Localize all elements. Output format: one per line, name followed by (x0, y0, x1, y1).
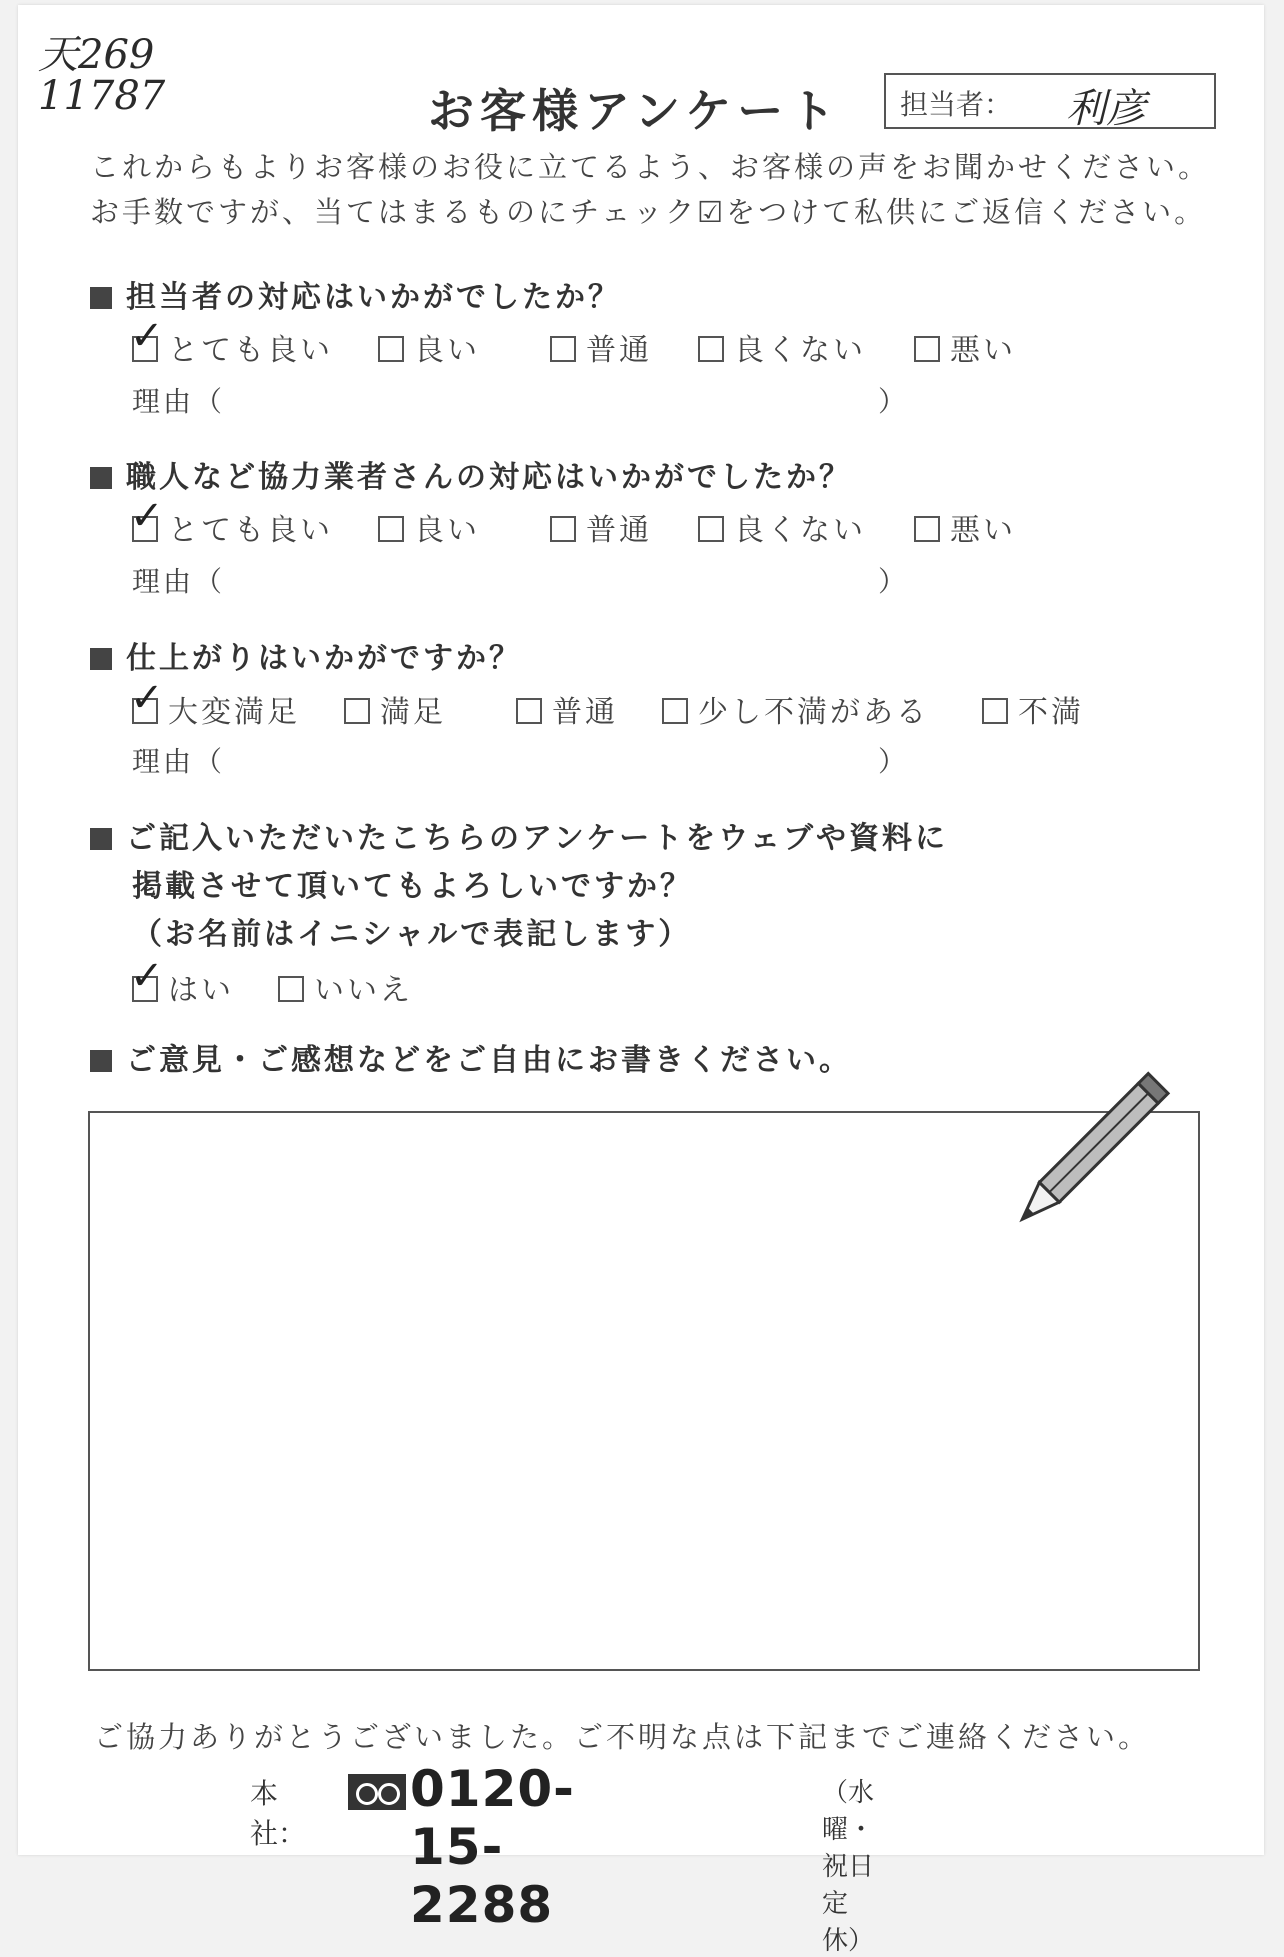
checkbox-icon[interactable] (662, 698, 688, 724)
question-1 (90, 272, 621, 316)
option-label: 良い (414, 513, 480, 548)
option-label: 良い (414, 333, 480, 368)
question-5 (90, 1035, 852, 1079)
option-label: 良くない (734, 333, 866, 368)
checkbox-icon[interactable] (130, 313, 167, 362)
staff-label: 担当者： (900, 88, 1013, 121)
checkbox-icon[interactable] (698, 336, 724, 362)
option-checkbox[interactable] (278, 965, 413, 1009)
option-checkbox[interactable] (914, 325, 1016, 369)
option-label: 良くない (734, 513, 866, 548)
checkbox-icon[interactable] (378, 336, 404, 362)
handwritten-ref-2: 11787 (38, 73, 166, 119)
bullet-square-icon (90, 648, 112, 670)
option-checkbox[interactable] (344, 687, 446, 731)
option-label: 少し不満がある (698, 695, 929, 730)
staff-name: 利彦 (1066, 86, 1146, 132)
checkbox-icon[interactable] (550, 516, 576, 542)
option-label: 満足 (380, 695, 446, 730)
option-label: 普通 (552, 695, 618, 730)
bullet-square-icon (90, 1050, 112, 1072)
question-3-text: 仕上がりはいかがですか？ (126, 641, 522, 676)
option-checkbox[interactable] (130, 675, 300, 731)
option-label: 悪い (950, 333, 1016, 368)
reason-close: ） (878, 385, 907, 418)
question-2 (90, 452, 852, 496)
check-mark-icon: ✓ (130, 313, 167, 359)
check-mark-icon: ✓ (130, 675, 167, 721)
business-hours: （水曜・祝日定休） (822, 1778, 875, 1956)
freedial-icon (348, 1774, 406, 1810)
option-label: 普通 (586, 513, 652, 548)
option-checkbox[interactable] (662, 687, 929, 731)
reason-label[interactable]: 理由（ (132, 385, 226, 418)
check-mark-icon: ✓ (130, 953, 167, 999)
question-4 (90, 813, 948, 857)
option-checkbox[interactable] (378, 325, 480, 369)
reason-label[interactable]: 理由（ (132, 745, 226, 778)
option-checkbox[interactable] (550, 325, 652, 369)
question-5-text: ご意見・ご感想などをご自由にお書きください。 (126, 1043, 852, 1078)
option-label: はい (168, 973, 234, 1008)
intro-line-1: これからもよりお客様のお役に立てるよう、お客様の声をお聞かせください。 (90, 150, 1211, 184)
reason-label[interactable]: 理由（ (132, 565, 226, 598)
option-checkbox[interactable] (130, 313, 333, 369)
question-4-line-3: （お名前はイニシャルで表記します） (132, 917, 692, 952)
question-1-text: 担当者の対応はいかがでしたか？ (126, 280, 621, 315)
bullet-square-icon (90, 828, 112, 850)
option-label: いいえ (314, 973, 413, 1008)
option-checkbox[interactable] (130, 953, 234, 1009)
question-4-line-2: 掲載させて頂いてもよろしいですか？ (132, 869, 693, 904)
checkbox-icon[interactable] (278, 976, 304, 1002)
checkbox-icon[interactable] (914, 336, 940, 362)
checkbox-icon[interactable] (130, 675, 167, 724)
option-checkbox[interactable] (516, 687, 618, 731)
option-checkbox[interactable] (698, 325, 866, 369)
handwritten-ref-1: 天269 (38, 32, 155, 78)
option-checkbox[interactable] (914, 505, 1016, 549)
option-label: 大変満足 (168, 695, 300, 730)
checkbox-icon[interactable] (516, 698, 542, 724)
option-checkbox[interactable] (982, 687, 1084, 731)
option-label: とても良い (168, 513, 333, 548)
thanks-message: ご協力ありがとうございました。ご不明な点は下記までご連絡ください。 (94, 1720, 1151, 1754)
hq-label: 本社： (250, 1777, 307, 1850)
option-checkbox[interactable] (698, 505, 866, 549)
option-checkbox[interactable] (550, 505, 652, 549)
survey-title: お客様アンケート (428, 84, 842, 138)
reason-close: ） (878, 745, 907, 778)
option-checkbox[interactable] (130, 493, 333, 549)
option-label: 不満 (1018, 695, 1084, 730)
staff-box[interactable] (884, 73, 1216, 132)
question-2-text: 職人など協力業者さんの対応はいかがでしたか？ (126, 460, 852, 495)
option-label: 悪い (950, 513, 1016, 548)
checkbox-icon[interactable] (914, 516, 940, 542)
reason-close: ） (878, 565, 907, 598)
intro-line-2: お手数ですが、当てはまるものにチェック☑をつけて私供にご返信ください。 (90, 195, 1207, 229)
checkbox-icon[interactable] (698, 516, 724, 542)
checkbox-icon[interactable] (130, 493, 167, 542)
checkbox-icon[interactable] (130, 953, 167, 1002)
bullet-square-icon (90, 287, 112, 309)
question-4-line-1: ご記入いただいたこちらのアンケートをウェブや資料に (126, 821, 948, 856)
checkbox-icon[interactable] (550, 336, 576, 362)
pencil-icon (1008, 1045, 1198, 1235)
check-mark-icon: ✓ (130, 493, 167, 539)
bullet-square-icon (90, 467, 112, 489)
question-3 (90, 633, 522, 677)
phone-number[interactable]: 0120-15-2288 (410, 1760, 575, 1934)
checkbox-icon[interactable] (378, 516, 404, 542)
option-label: 普通 (586, 333, 652, 368)
checkbox-icon[interactable] (982, 698, 1008, 724)
survey-sheet (18, 5, 1264, 1956)
checkbox-icon[interactable] (344, 698, 370, 724)
option-label: とても良い (168, 333, 333, 368)
option-checkbox[interactable] (378, 505, 480, 549)
